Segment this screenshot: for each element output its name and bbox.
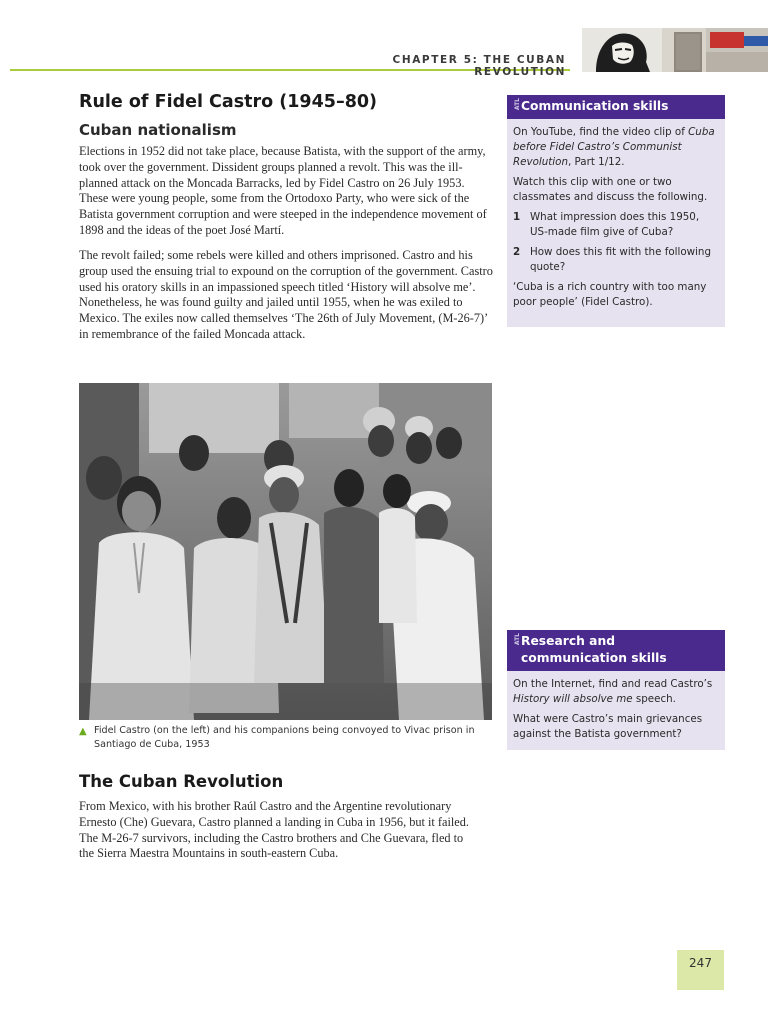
atl-tag: ATL — [514, 633, 521, 646]
box-text — [513, 677, 717, 707]
chapter-title: CHAPTER 5: THE CUBAN REVOLUTION — [392, 54, 566, 78]
che-portrait-graphic — [582, 28, 768, 72]
page-title: Rule of Fidel Castro (1945–80) — [79, 92, 378, 112]
castro-quote: ‘Cuba is a rich country with too many poor people’ (Fidel Castro). — [513, 281, 707, 308]
box-header — [507, 630, 725, 671]
section-subtitle: Cuban nationalism — [79, 121, 237, 139]
paragraph-mexico: From Mexico, with his brother Raúl Castro and the Argentine revolutionary Ernesto (Che) Guevara, Castro planned a landing in Cuba in 1956, but it failed. The M-26-7 survivors, including the Castro brothers and Che Guevara, fled to the Sierra Maestra Mountains in south-eastern Cuba. — [79, 799, 469, 861]
research-communication-box — [507, 630, 725, 750]
intro-text: On YouTube, find the video clip of — [513, 126, 689, 138]
intro-end: , Part 1/12. — [568, 156, 625, 168]
question-text: How does this fit with the following quote? — [530, 246, 711, 273]
question-item — [513, 245, 717, 275]
historical-photo — [79, 383, 492, 720]
paragraph-revolt: The revolt failed; some rebels were killed and others imprisoned. Castro and his group used the ensuing trial to expound on the corruption of the government. Castro used his oratory skills in an impassioned speech titled ‘History will absolve me’. Nonetheless, he was found guilty and jailed until 1955, when he was exiled to Mexico. The exiles now called themselves ‘The 26th of July Movement, (M-26-7)’ in remembrance of the failed Moncada attack. — [79, 248, 493, 341]
box-instruction: Watch this clip with one or two classmates and discuss the following. — [513, 176, 708, 203]
atl-tag: ATL — [514, 98, 521, 111]
text-end: speech. — [632, 693, 676, 705]
box-title: Communication skills — [521, 99, 669, 113]
box-intro — [513, 125, 717, 170]
communication-skills-box — [507, 95, 725, 327]
photo-caption: Fidel Castro (on the left) and his companions being convoyed to Vivac prison in Santiago de Cuba, 1953 — [94, 725, 475, 750]
paragraph-elections: Elections in 1952 did not take place, because Batista, with the support of the army, took over the government. Dissident groups planned a revolt. This was the ill-planned attack on the Moncada Barracks, led by Fidel Castro on 26 July 1953. These were young people, some from the Ortodoxo Party, who were sick of the Batista government corruption and were steeped in the independence movement of 1898 and the ideas of the poet José Martí. — [79, 144, 487, 237]
video-title: Cuba before Fidel Castro’s Communist Revolution — [513, 126, 715, 168]
section-title-cuban-revolution: The Cuban Revolution — [79, 772, 284, 791]
text-start: On the Internet, find and read Castro’s — [513, 678, 713, 690]
box-body — [507, 671, 725, 742]
question-item — [513, 210, 717, 240]
chapter-header-image — [582, 28, 768, 72]
caption-triangle-icon: ▲ — [79, 726, 87, 737]
castro-convoy-photo — [79, 383, 492, 720]
question-number: 2 — [513, 246, 521, 258]
question-text: What impression does this 1950, US-made film give of Cuba? — [530, 211, 700, 238]
speech-title: History will absolve me — [513, 693, 633, 705]
box-title: Research and communication skills — [521, 634, 667, 665]
box-question: What were Castro’s main grievances against the Batista government? — [513, 713, 703, 740]
box-header — [507, 95, 725, 119]
box-body — [507, 119, 725, 310]
question-number: 1 — [513, 211, 521, 223]
page-number: 247 — [677, 950, 724, 990]
